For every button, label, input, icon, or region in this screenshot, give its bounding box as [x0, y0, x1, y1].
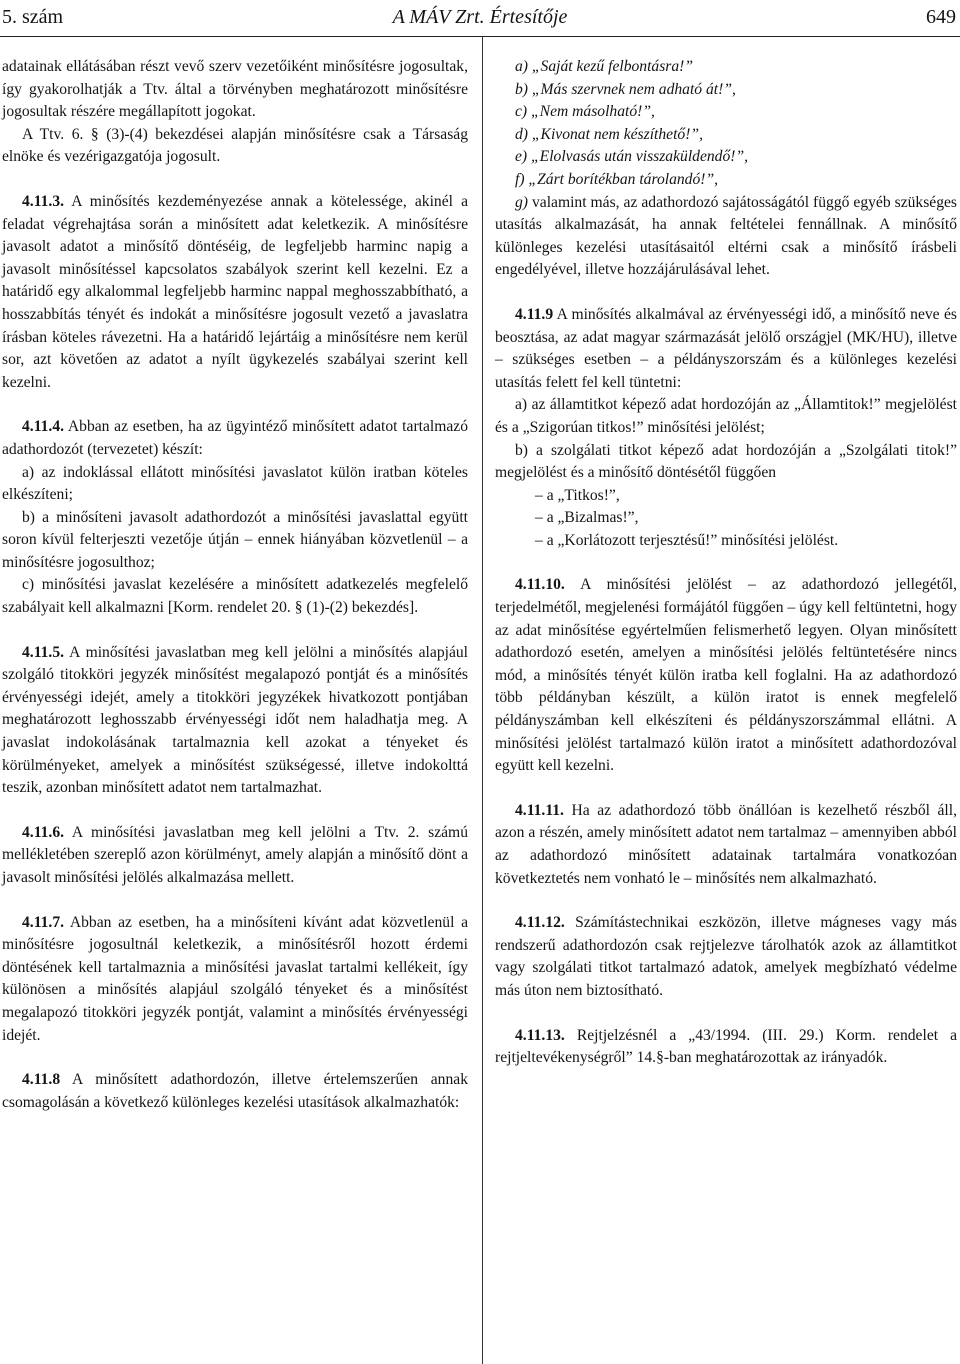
section-number: 4.11.9	[515, 305, 554, 323]
section-4-11-7	[2, 912, 468, 1048]
page-number: 649	[926, 6, 956, 28]
section-text: A minősítési javaslatban meg kell jelölni a Ttv. 2. számú mellékletében szereplő azon körülményt, amely alapján a minősítő dönt a javasolt minősítési jelölés alkalmazása mellett.	[2, 823, 468, 886]
section-text: Abban az esetben, ha a minősíteni kívánt adat közvetlenül a minősítésre jogosultnál keletkezik, a minősítésről hozott érdemi döntésének kell tartalmaznia a minősítési javaslat tartalmi kellékeit, így különösen a minősítés alapjául szolgáló tényeket és a minősítést megalapozó titokköri jegyzék pontját, valamint a minősítés érvényességi idejét.	[2, 913, 468, 1044]
instruction-g	[495, 192, 957, 282]
column-divider	[482, 36, 483, 1364]
section-number: 4.11.12.	[515, 914, 565, 932]
list-item-c: c) minősítési javaslat kezelésére a minősített adatkezelés megfelelő szabályait kell alkalmazni [Korm. rendelet 20. § (1)-(2) bekezdés].	[2, 576, 468, 617]
instruction-a: a) „Saját kezű felbontásra!”	[515, 58, 694, 75]
left-column	[2, 56, 468, 1114]
list-item-b: b) a minősíteni javasolt adathordozót a minősítési javaslattal együtt soron kívül felterjeszti vezetője útján – ennek hiányában közvetlenül – a minősítésre jogosulthoz;	[2, 508, 468, 571]
section-number: 4.11.11.	[515, 801, 564, 819]
section-text: A minősítés kezdeményezése annak a kötelessége, akinél a feladat végrehajtása során a minősített adat keletkezik. A minősítésre javasolt adatot a minősítő döntéséig, de legfeljebb harminc napig a javasolt minősítéssel kapcsolatos szabályok szerint kell kezelni. Ez a határidő egy alkalommal legfeljebb harminc nappal meghosszabbítható, a hosszabbítás tényét és indokát a minősítésre jogosult vezető a javaslatra írásban köteles rávezetni. Ha a határidő lejártáig a minősítésre nem kerül sor, azt követően az adatot a nyílt ügykezelés szabályai szerint kell kezelni.	[2, 192, 468, 391]
header-rule	[0, 36, 960, 37]
instruction-g-label: g)	[515, 193, 528, 211]
section-text: Számítástechnikai eszközön, illetve mágneses vagy más rendszerű adathordozón csak rejtjelezve tárolhatók azok az államtitkot vagy szolgálati titkot tartalmazó adatok, amelyek megbízható védelme más úton nem biztosítható.	[495, 914, 957, 999]
instruction-e: e) „Elolvasás után visszaküldendő!”,	[515, 148, 749, 166]
section-number: 4.11.6.	[22, 823, 65, 841]
section-text: A minősítési javaslatban meg kell jelölni a minősítés alapjául szolgáló titokköri jegyzék minősítést megalapozó pontját és a minősítés érvényességi idejét, amely a titokköri jegyzékek hivatkozott pontjában meghatározott leghosszabb érvényességi időt nem haladhatja meg. A javaslat indokolásának tartalmaznia kell azokat a tényeket és körülményeket, amelyek a minősítést szükségessé, illetve indokolttá teszik, azonban minősített adatot nem tartalmazhat.	[2, 643, 468, 797]
paragraph-intro-1: adatainak ellátásában részt vevő szerv vezetőiként minősítésre jogosultak, így gyakorolhatják a Ttv. által a törvényben meghatározott minősítésre jogosultak részére megállapított jogokat.	[2, 58, 468, 121]
instruction-c: c) „Nem másolható!”,	[515, 103, 655, 121]
section-4-11-12	[495, 912, 957, 1002]
dash-item-korlatozott: – a „Korlátozott terjesztésű!” minősítési jelölést.	[535, 531, 839, 549]
section-4-11-6	[2, 822, 468, 890]
dash-item-titkos: – a „Titkos!”,	[535, 486, 620, 504]
paragraph-intro-2: A Ttv. 6. § (3)-(4) bekezdései alapján minősítésre csak a Társaság elnöke és vezérigazgatója jogosult.	[2, 125, 468, 166]
section-4-11-5	[2, 642, 468, 800]
section-text: A minősítés alkalmával az érvényességi idő, a minősítő neve és beosztása, az adat magyar származását jelölő országjel (MK/HU), illetve – szükséges esetben – a példányszorszám és a különleges kezelési utasítás felett fel kell tüntetni:	[495, 305, 957, 391]
section-text: Rejtjelzésnél a „43/1994. (III. 29.) Korm. rendelet a rejtjeltevékenységről” 14.§-ban meghatározottak az irányadók.	[495, 1026, 957, 1067]
section-4-11-11	[495, 800, 957, 890]
publication-title: A MÁV Zrt. Értesítője	[392, 6, 568, 28]
section-4-11-10	[495, 574, 957, 777]
section-number: 4.11.7.	[22, 913, 65, 931]
list-item-a: a) az államtitkot képező adat hordozóján az „Államtitok!” megjelölést és a „Szigorúan titkos!” minősítési jelölést;	[495, 396, 957, 436]
right-column	[495, 56, 957, 1070]
section-text: A minősített adathordozón, illetve értelemszerűen annak csomagolásán a következő különleges kezelési utasítások alkalmazhatók:	[2, 1071, 468, 1111]
list-item-b: b) a szolgálati titkot képező adat hordozóján a „Szolgálati titok!” megjelölést és a minősítő döntésétől függően	[495, 441, 957, 482]
section-text: A minősítési jelölést – az adathordozó jellegétől, terjedelmétől, megjelenési formájától függően – úgy kell feltüntetni, hogy az adat minősítése egyértelműen felismerhető legyen. Olyan minősített adathordozó esetén, amelyen a minősítési jelölés feltüntetésére nincs mód, a minősítés tényét külön iratba kell foglalni. Ha az adathordozó több példányban készült, a külön iratot is ennek megfelelő példányszámban kell elkészíteni és példányszorszámmal ellátni. A minősítési jelölést tartalmazó külön iratot a minősített adathordozóval együtt kell kezelni.	[495, 576, 957, 775]
instruction-b: b) „Más szervnek nem adható át!”,	[515, 80, 736, 98]
section-4-11-8	[2, 1069, 468, 1114]
section-text: Abban az esetben, ha az ügyintéző minősített adatot tartalmazó adathordozót (tervezetet) készít:	[2, 418, 468, 458]
section-number: 4.11.4.	[22, 418, 65, 436]
section-text: Ha az adathordozó több önállóan is kezelhető részből áll, azon a részén, amely minősített adatot nem tartalmaz – amennyiben abból az adathordozó minősített adatainak tartalmára vonatkozóan következtetés nem vonható le – minősítés nem alkalmazható.	[495, 801, 957, 887]
section-number: 4.11.13.	[515, 1026, 565, 1044]
list-item-a: a) az indoklással ellátott minősítési javaslatot külön iratban köteles elkészíteni;	[2, 463, 468, 504]
section-4-11-4	[2, 416, 468, 461]
instruction-d: d) „Kivonat nem készíthető!”,	[515, 125, 703, 143]
section-number: 4.11.8	[22, 1071, 61, 1089]
instruction-f: f) „Zárt borítékban tárolandó!”,	[515, 170, 719, 188]
dash-item-bizalmas: – a „Bizalmas!”,	[535, 509, 639, 527]
section-number: 4.11.10.	[515, 576, 565, 594]
section-number: 4.11.3.	[22, 192, 65, 210]
section-4-11-13	[495, 1025, 957, 1070]
section-4-11-9	[495, 304, 957, 394]
page-header	[0, 0, 960, 34]
section-number: 4.11.5.	[22, 643, 65, 661]
section-4-11-3	[2, 191, 468, 394]
instruction-g-text: valamint más, az adathordozó sajátosságától függő egyéb szükséges utasítás alkalmazását, ha annak feltételei fennállnak. A minősítő különleges kezelési utasításaitól eltérni csak a minősítő írásbeli engedélyével, illetve hozzájárulásával lehet.	[495, 193, 957, 279]
issue-number: 5. szám	[2, 6, 64, 28]
